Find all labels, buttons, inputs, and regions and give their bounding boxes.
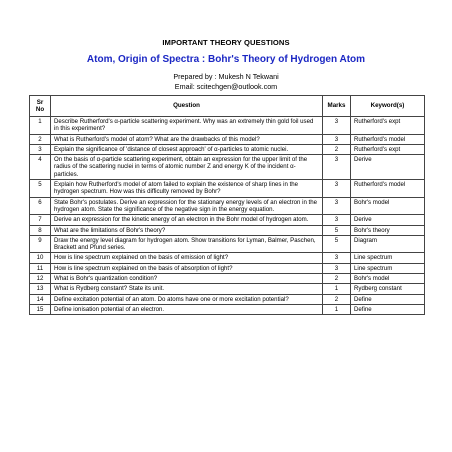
table-row — [30, 117, 425, 135]
cell-marks: 3 — [323, 155, 351, 180]
cell-question: What is Rydberg constant? State its unit. — [51, 284, 323, 294]
table-row — [30, 284, 425, 294]
cell-question: Describe Rutherford's α-particle scattering experiment. Why was an extremely thin gold foil used in this experiment? — [51, 117, 323, 135]
table-row — [30, 294, 425, 304]
cell-marks: 2 — [323, 144, 351, 154]
cell-marks: 3 — [323, 215, 351, 225]
column-header-question: Question — [51, 96, 323, 117]
cell-question: Define ionisation potential of an electron. — [51, 304, 323, 314]
column-header-sr-no: Sr No — [30, 96, 51, 117]
column-header-marks: Marks — [323, 96, 351, 117]
cell-question: On the basis of α-particle scattering experiment, obtain an expression for the upper limit of the radius of the scattering nuclei in terms of atomic number Z and energy K of the incident α-particles. — [51, 155, 323, 180]
cell-question: Explain the significance of 'distance of closest approach' of α-particles to atomic nuclei. — [51, 144, 323, 154]
cell-sr-no: 1 — [30, 117, 51, 135]
cell-sr-no: 15 — [30, 304, 51, 314]
cell-question: What is Rutherford's model of atom? What are the drawbacks of this model? — [51, 134, 323, 144]
cell-marks: 3 — [323, 197, 351, 215]
cell-keyword: Rydberg constant — [351, 284, 425, 294]
cell-sr-no: 7 — [30, 215, 51, 225]
table-row — [30, 155, 425, 180]
table-row — [30, 180, 425, 198]
questions-table — [29, 95, 425, 315]
cell-keyword: Line spectrum — [351, 263, 425, 273]
cell-sr-no: 8 — [30, 225, 51, 235]
cell-marks: 3 — [323, 180, 351, 198]
cell-question: What are the limitations of Bohr's theory? — [51, 225, 323, 235]
cell-marks: 3 — [323, 117, 351, 135]
cell-sr-no: 14 — [30, 294, 51, 304]
document-subtitle: Atom, Origin of Spectra : Bohr's Theory of Hydrogen Atom — [86, 54, 366, 65]
document-heading: IMPORTANT THEORY QUESTIONS — [162, 38, 290, 47]
cell-marks: 1 — [323, 304, 351, 314]
cell-question: State Bohr's postulates. Derive an expression for the stationary energy levels of an electron in the hydrogen atom. State the significance of the negative sign in the energy equation. — [51, 197, 323, 215]
cell-keyword: Diagram — [351, 235, 425, 253]
table-row — [30, 304, 425, 314]
cell-question: Draw the energy level diagram for hydrogen atom. Show transitions for Lyman, Balmer, Paschen, Brackett and Pfund series. — [51, 235, 323, 253]
table-row — [30, 197, 425, 215]
cell-keyword: Derive — [351, 215, 425, 225]
cell-marks: 2 — [323, 294, 351, 304]
table-row — [30, 263, 425, 273]
cell-question: How is line spectrum explained on the basis of emission of light? — [51, 253, 323, 263]
cell-marks: 5 — [323, 235, 351, 253]
cell-marks: 3 — [323, 253, 351, 263]
cell-sr-no: 5 — [30, 180, 51, 198]
author-email: Email: scitechgen@outlook.com — [174, 82, 278, 91]
cell-keyword: Line spectrum — [351, 253, 425, 263]
table-row — [30, 215, 425, 225]
table-row — [30, 225, 425, 235]
cell-sr-no: 6 — [30, 197, 51, 215]
cell-keyword: Rutherford's expt — [351, 117, 425, 135]
cell-question: Derive an expression for the kinetic energy of an electron in the Bohr model of hydrogen atom. — [51, 215, 323, 225]
table-row — [30, 134, 425, 144]
cell-sr-no: 9 — [30, 235, 51, 253]
cell-marks: 5 — [323, 225, 351, 235]
cell-keyword: Define — [351, 294, 425, 304]
cell-keyword: Bohr's model — [351, 197, 425, 215]
cell-marks: 1 — [323, 284, 351, 294]
cell-marks: 3 — [323, 134, 351, 144]
cell-sr-no: 11 — [30, 263, 51, 273]
cell-keyword: Define — [351, 304, 425, 314]
table-row — [30, 144, 425, 154]
cell-keyword: Rutherford's model — [351, 134, 425, 144]
table-header-row — [30, 96, 425, 117]
cell-question: How is line spectrum explained on the basis of absorption of light? — [51, 263, 323, 273]
cell-question: Define excitation potential of an atom. Do atoms have one or more excitation potential? — [51, 294, 323, 304]
cell-keyword: Derive — [351, 155, 425, 180]
cell-sr-no: 12 — [30, 274, 51, 284]
table-row — [30, 274, 425, 284]
cell-question: Explain how Rutherford's model of atom failed to explain the existence of sharp lines in the hydrogen spectrum. How was this difficulty removed by Bohr? — [51, 180, 323, 198]
cell-keyword: Rutherford's expt — [351, 144, 425, 154]
cell-question: What is Bohr's quantization condition? — [51, 274, 323, 284]
cell-sr-no: 4 — [30, 155, 51, 180]
cell-sr-no: 10 — [30, 253, 51, 263]
column-header-keywords: Keyword(s) — [351, 96, 425, 117]
cell-sr-no: 2 — [30, 134, 51, 144]
table-row — [30, 253, 425, 263]
cell-sr-no: 3 — [30, 144, 51, 154]
cell-marks: 2 — [323, 274, 351, 284]
cell-sr-no: 13 — [30, 284, 51, 294]
cell-marks: 3 — [323, 263, 351, 273]
author-line: Prepared by : Mukesh N Tekwani — [173, 72, 279, 81]
table-row — [30, 235, 425, 253]
cell-keyword: Rutherford's model — [351, 180, 425, 198]
cell-keyword: Bohr's theory — [351, 225, 425, 235]
cell-keyword: Bohr's model — [351, 274, 425, 284]
